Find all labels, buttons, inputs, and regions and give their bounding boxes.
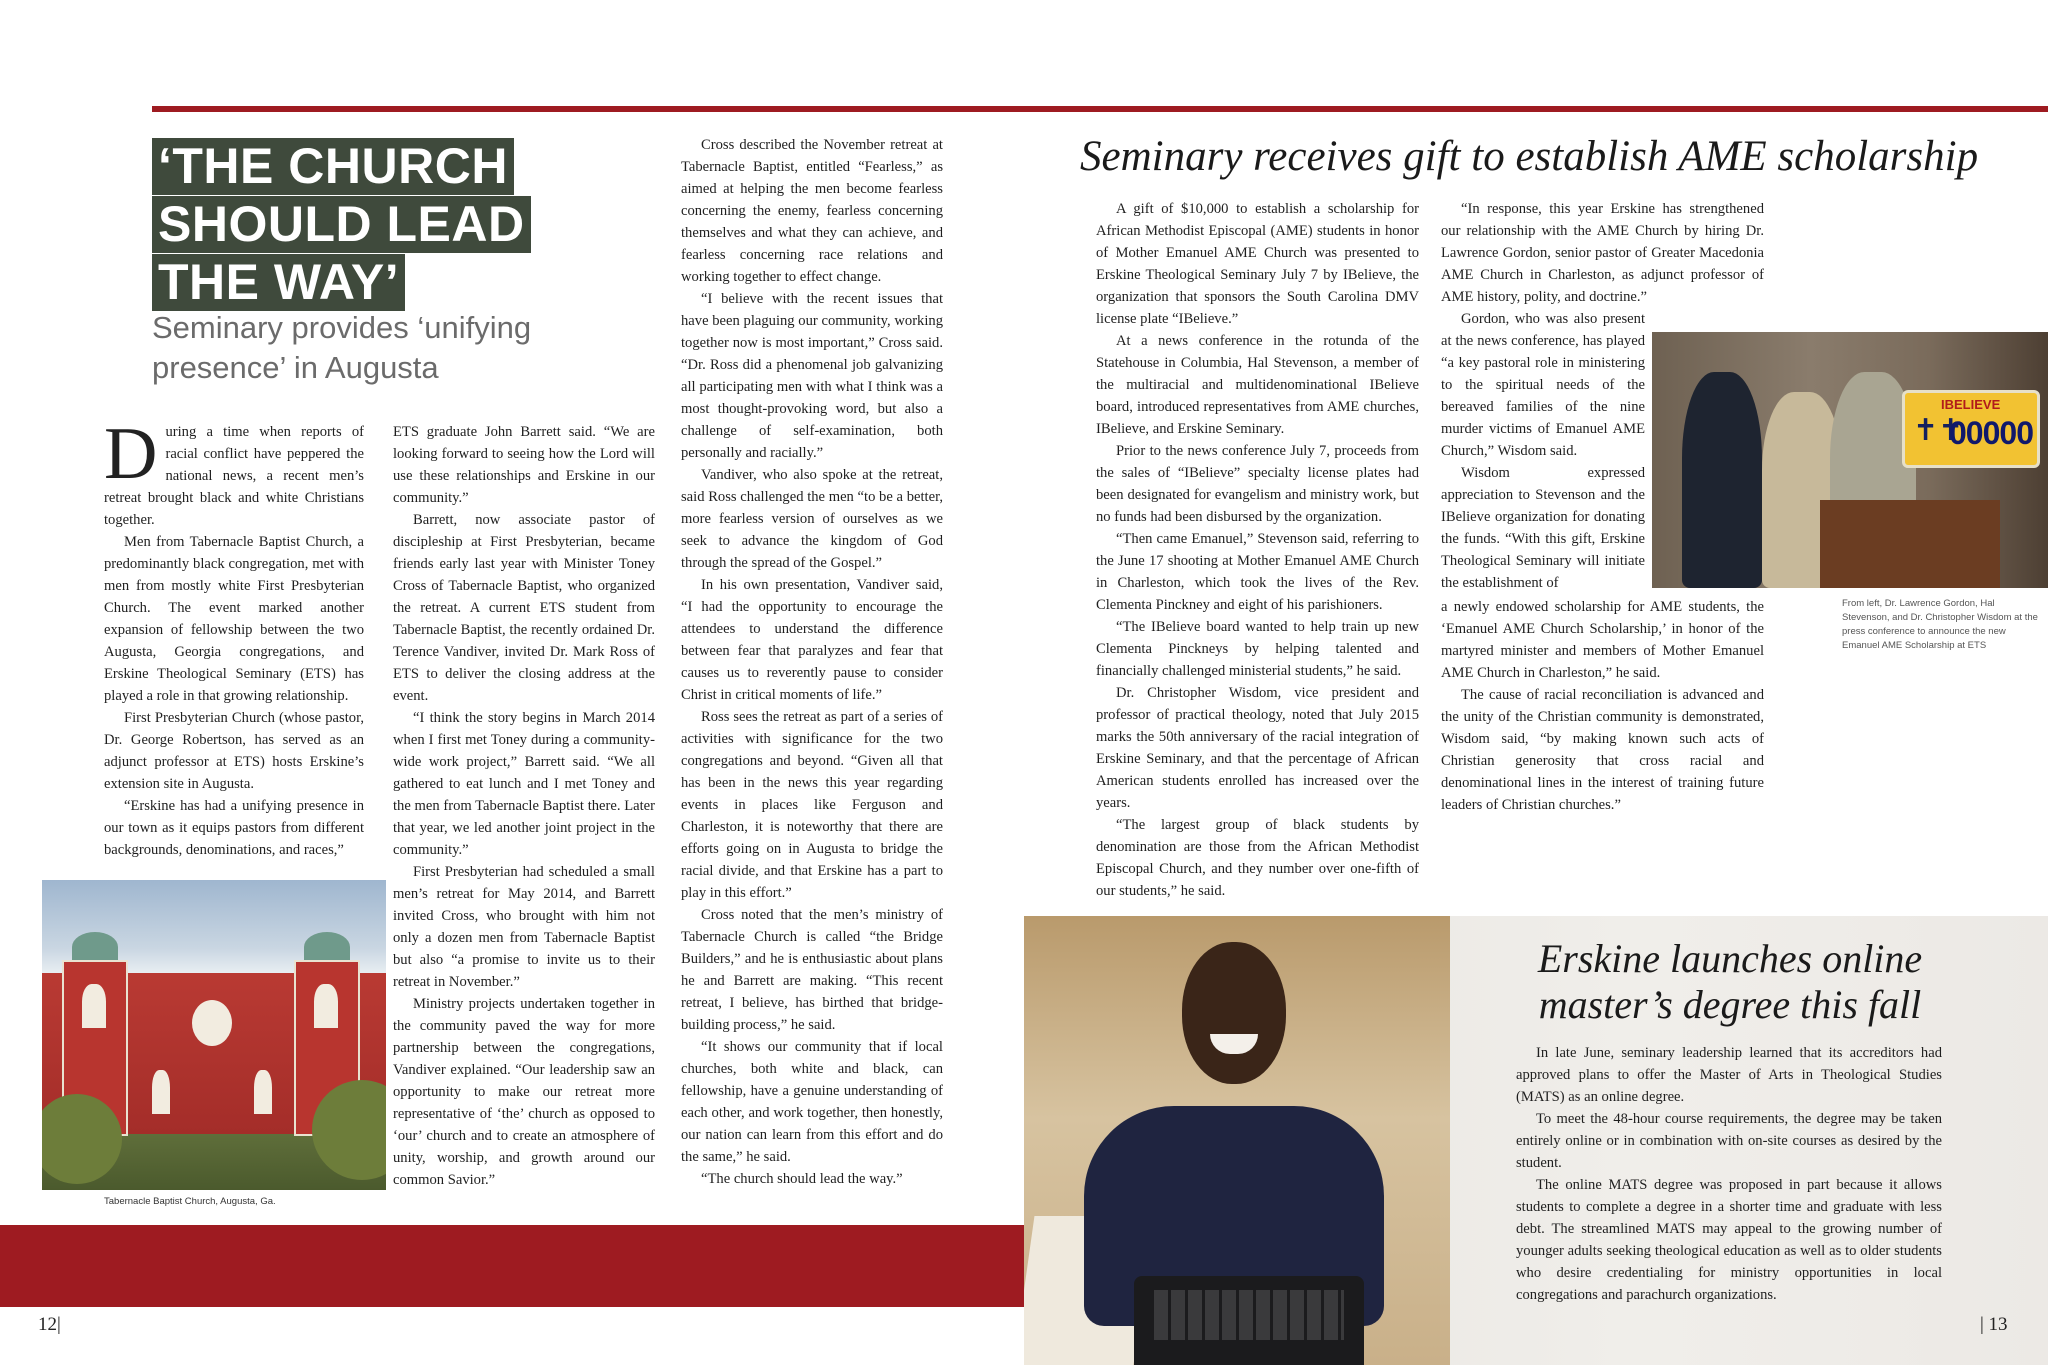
paragraph: In late June, seminary leadership learned that its accreditors had approved plans to offer the Master of Arts in Theological Studies (MATS) as an online degree. — [1516, 1045, 1942, 1105]
paragraph: Cross described the November retreat at Tabernacle Baptist, entitled “Fearless,” as aimed at helping the men become fearless concerning the enemy, fearless concerning themselves and what they can achieve, and fearless concerning race relations and working together to effect change. — [681, 137, 943, 285]
page-number-right: | 13 — [1980, 1314, 2008, 1335]
tree-shape — [42, 1094, 122, 1184]
paragraph: a newly endowed scholarship for AME students, the ‘Emanuel AME Church Scholarship,’ in honor of the martyred minister and members of Mother Emanuel AME Church in Charleston,” he said. — [1441, 599, 1764, 681]
paragraph: “Then came Emanuel,” Stevenson said, referring to the June 17 shooting at Mother Emanuel AME Church in Charleston, which took the lives of the Rev. Clementa Pinckney and eight of his parishioners. — [1096, 531, 1419, 613]
paragraph: “In response, this year Erskine has strengthened our relationship with the AME Church by hiring Dr. Lawrence Gordon, senior pastor of Greater Macedonia AME Church in Charleston, as adjunct professor of AME history, polity, and doctrine.” — [1441, 201, 1764, 305]
paragraph: “The largest group of black students by denomination are those from the African Methodist Episcopal Church, and they number over one-fifth of our students,” he said. — [1096, 817, 1419, 899]
dome-shape — [304, 932, 350, 962]
church-window — [314, 984, 338, 1028]
headline-line: SHOULD LEAD — [152, 196, 531, 253]
podium — [1820, 500, 2000, 588]
dome-shape — [72, 932, 118, 962]
right-column-2-top — [1441, 198, 1764, 308]
headline-line: ‘THE CHURCH — [152, 138, 514, 195]
head-shape — [1182, 942, 1286, 1084]
paragraph — [104, 413, 364, 531]
top-red-rule — [152, 106, 2048, 112]
press-conference-photo — [1652, 332, 2048, 588]
paragraph: “The church should lead the way.” — [701, 1171, 903, 1187]
right-column-2-wrap — [1441, 308, 1645, 594]
paragraph: Ministry projects undertaken together in the community paved the way for more partnership between the congregations, Vandiver explained. “Our leadership saw an opportunity to make our retreat more representative of ‘the’ church as opposed to ‘our’ church and to create an atmosphere of unity, worship, and growth around our common Savior.” — [393, 996, 655, 1188]
paragraph: Men from Tabernacle Baptist Church, a predominantly black congregation, met with men from mostly white First Presbyterian Church. The event marked another expansion of fellowship between the two Augusta, Georgia congregations, and Erskine Theological Seminary (ETS) has played a role in that growing relationship. — [104, 534, 364, 704]
scholarship-article-title: Seminary receives gift to establish AME scholarship — [1080, 133, 1979, 180]
person-silhouette — [1682, 372, 1762, 588]
paragraph: Vandiver, who also spoke at the retreat, said Ross challenged the men “to be a better, more fearless version of ourselves as we seek to advance the kingdom of God through the spread of the Gospel.” — [681, 467, 943, 571]
church-photo — [42, 880, 386, 1190]
keyboard-shape — [1154, 1290, 1344, 1340]
paragraph: First Presbyterian had scheduled a small men’s retreat for May 2014, and Barrett invited Cross, who brought with him not only a dozen men from Tabernacle Baptist but also “a promise to invite us to their retreat in November.” — [393, 864, 655, 990]
paragraph: Prior to the news conference July 7, proceeds from the sales of “IBelieve” specialty license plates had been designated for evangelism and ministry work, but no funds had been disbursed by the organization. — [1096, 443, 1419, 525]
paragraph: Dr. Christopher Wisdom, vice president and professor of practical theology, noted that July 2015 marks the 50th anniversary of the racial integration of Erskine Seminary, and that the percentage of African American students enrolled has increased over the years. — [1096, 685, 1419, 811]
left-column-1 — [104, 413, 364, 861]
church-photo-caption: Tabernacle Baptist Church, Augusta, Ga. — [104, 1196, 276, 1207]
license-plate — [1902, 390, 2040, 468]
student-photo — [1024, 916, 1450, 1365]
article-subhead: Seminary provides ‘unifying presence’ in Augusta — [152, 310, 532, 385]
paragraph: The cause of racial reconciliation is advanced and the unity of the Christian community is demonstrated, Wisdom said, “by making known such acts of Christian generosity that cross racial and denominational lines in the interest of training future leaders of Christian churches.” — [1441, 687, 1764, 813]
church-window — [82, 984, 106, 1028]
right-column-1 — [1096, 198, 1419, 902]
article-headline — [152, 138, 572, 312]
church-window — [254, 1070, 272, 1114]
paragraph: “The IBelieve board wanted to help train up new Clementa Pinckneys by helping talented and financially challenged ministerial students,” he said. — [1096, 619, 1419, 679]
paragraph: “I believe with the recent issues that have been plaguing our community, working together now is most important,” Cross said. “Dr. Ross did a phenomenal job galvanizing all participating men with what I think was a most thought-provoking word, but also a challenge of self-examination, both personally and racially.” — [681, 291, 943, 461]
paragraph: To meet the 48-hour course requirements, the degree may be taken entirely online or in combination with on-site courses as desired by the student. — [1516, 1111, 1942, 1171]
press-photo-caption: From left, Dr. Lawrence Gordon, Hal Stevenson, and Dr. Christopher Wisdom at the press conference to announce the new Emanuel AME Scholarship at ETS — [1842, 598, 2038, 651]
online-degree-body — [1516, 1042, 1942, 1306]
paragraph: Cross noted that the men’s ministry of Tabernacle Church is called “the Bridge Builders,” and he is enthusiastic about plans he and Barrett are making. “This recent retreat, I believe, has birthed that bridge-building process,” he said. — [681, 907, 943, 1033]
left-column-2 — [393, 421, 655, 1191]
paragraph: “Erskine has had a unifying presence in our town as it equips pastors from different backgrounds, denominations, and races,” — [104, 798, 364, 858]
paragraph: Wisdom expressed appreciation to Stevenson and the IBelieve organization for donating the funds. “With this gift, Erskine Theological Seminary will initiate the establishment of — [1441, 465, 1645, 591]
title-line: Erskine launches online — [1537, 936, 1923, 981]
right-column-2-bottom — [1441, 596, 1764, 816]
bottom-red-band — [0, 1225, 1024, 1307]
title-line: master’s degree this fall — [1538, 982, 1922, 1027]
plate-number: 00000 — [1949, 415, 2033, 451]
paragraph: Ross sees the retreat as part of a series of activities with significance for the two congregations and beyond. “Given all that has been in the news this year regarding events in places like Ferguson and Charleston, it is noteworthy that there are efforts going on in Augusta to bridge the racial divide, and that Erskine has a part to play in this effort.” — [681, 709, 943, 901]
paragraph: A gift of $10,000 to establish a scholarship for African Methodist Episcopal (AME) students in honor of Mother Emanuel AME Church was presented to Erskine Theological Seminary July 7 by IBelieve, the organization that sponsors the South Carolina DMV license plate “IBelieve.” — [1096, 201, 1419, 327]
cross-icon: ✝✝ — [1913, 414, 1964, 447]
paragraph: “I think the story begins in March 2014 when I first met Toney during a community-wide work project,” Barrett said. “We all gathered to eat lunch and I met Toney and the men from Tabernacle Baptist there. Later that year, we led another joint project in the community.” — [393, 710, 655, 858]
paragraph: “It shows our community that if local churches, both white and black, can fellowship, have a genuine understanding of each other, and work together, then honestly, our nation can learn from this effort and do the same,” he said. — [681, 1039, 943, 1165]
paragraph: Barrett, now associate pastor of discipleship at First Presbyterian, became friends early last year with Minister Toney Cross of Tabernacle Baptist, who organized the retreat. A current ETS student from Tabernacle Baptist, the recently ordained Dr. Terence Vandiver, invited Dr. Mark Ross of ETS to deliver the closing address at the event. — [393, 512, 655, 704]
headline-line: THE WAY’ — [152, 254, 405, 311]
church-window — [192, 1000, 232, 1046]
paragraph-text: uring a time when reports of racial conflict have peppered the national news, a recent men’s retreat brought black and white Christians together. — [104, 424, 364, 528]
plate-top-text: IBELIEVE — [1941, 397, 2001, 412]
paragraph: The online MATS degree was proposed in part because it allows students to complete a degree in a shorter time and graduate with less debt. The streamlined MATS may appeal to the growing number of younger adults seeking theological education as well as to older students who desire credentialing for ministry opportunities in local congregations and parachurch organizations. — [1516, 1177, 1942, 1303]
church-window — [152, 1070, 170, 1114]
paragraph: ETS graduate John Barrett said. “We are looking forward to seeing how the Lord will use these relationships and Erskine in our community.” — [393, 424, 655, 506]
left-column-3 — [681, 134, 943, 1190]
paragraph: Gordon, who was also present at the news conference, has played “a key pastoral role in ministering to the spiritual needs of the bereaved families of the nine murder victims of Emanuel AME Church,” Wisdom said. — [1441, 311, 1645, 459]
drop-cap: D — [104, 413, 158, 495]
page-number-left: 12| — [38, 1314, 61, 1335]
online-degree-title — [1480, 936, 1980, 1028]
paragraph: In his own presentation, Vandiver said, “I had the opportunity to encourage the attendees to understand the difference between fear that paralyzes and fear that causes us to reverently pause to consider Christ in critical moments of life.” — [681, 577, 943, 703]
paragraph: At a news conference in the rotunda of the Statehouse in Columbia, Hal Stevenson, a member of the multiracial and multidenominational IBelieve board, introduced representatives from AME churches, IBelieve, and Erskine Seminary. — [1096, 333, 1419, 437]
paragraph: First Presbyterian Church (whose pastor, Dr. George Robertson, has served as an adjunct professor at ETS) hosts Erskine’s extension site in Augusta. — [104, 710, 364, 792]
